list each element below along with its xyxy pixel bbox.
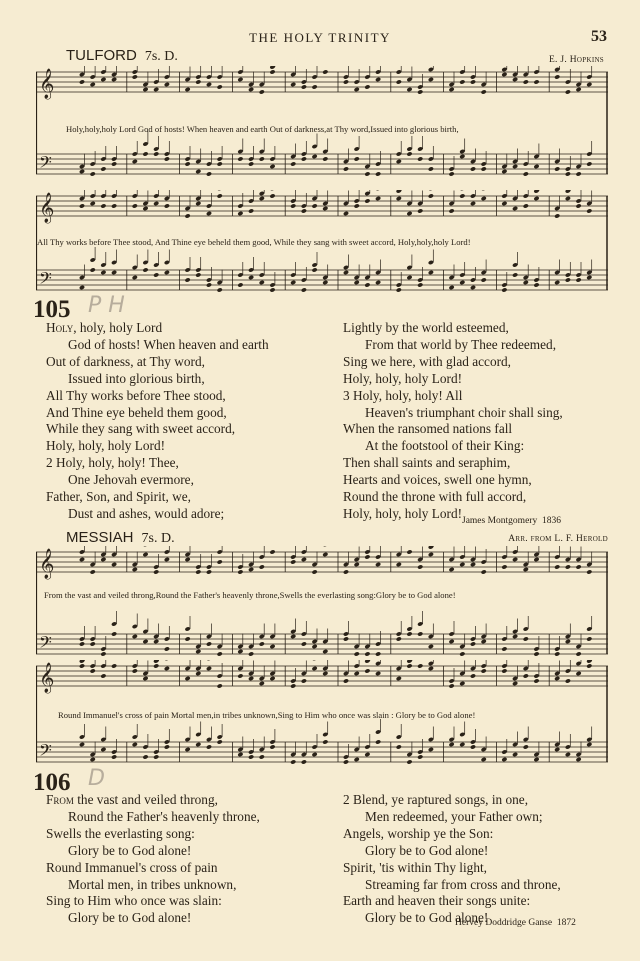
verse-line: Round Immanuel's cross of pain bbox=[46, 859, 218, 875]
verse-line: Mortal men, in tribes unknown, bbox=[68, 876, 237, 892]
music-system-tulford-2 bbox=[36, 190, 608, 304]
verse-line: When the ransomed nations fall bbox=[343, 421, 513, 437]
tune-meter: 7s. D. bbox=[144, 49, 178, 64]
verse-line: Issued into glorious birth, bbox=[68, 370, 205, 386]
hymn-number: 106 bbox=[33, 769, 71, 796]
verse-line: Swells the everlasting song: bbox=[46, 825, 195, 841]
music-system-messiah-1 bbox=[36, 546, 608, 668]
verse-line: God of hosts! When heaven and earth bbox=[68, 336, 269, 352]
verse-line: Sing we here, with glad accord, bbox=[343, 353, 512, 369]
author-name: James Montgomery bbox=[462, 516, 538, 526]
hymn-author bbox=[455, 918, 576, 928]
verse-line: Lightly by the world esteemed, bbox=[343, 320, 509, 335]
verse-line: Men redeemed, your Father own; bbox=[365, 808, 543, 824]
verse-line: Glory be to God alone! bbox=[68, 910, 192, 926]
tune-underlay: From the vast and veiled throng,Round the Father's heavenly throne,Swells the everlasting song:Glory be to God alone! bbox=[44, 590, 456, 600]
verse-line: And Thine eye beheld them good, bbox=[46, 404, 227, 420]
pencil-annotation: P H bbox=[88, 293, 125, 318]
tune-composer: E. J. Hopkins bbox=[548, 55, 604, 65]
verse-line: Dust and ashes, would adore; bbox=[68, 505, 225, 521]
tune-meter: 7s. D. bbox=[141, 531, 175, 546]
tune-underlay: All Thy works before Thee stood, And Thine eye beheld them good, While they sang with sweet accord, Holy,holy,holy Lord! bbox=[37, 237, 471, 247]
tune-title-tulford bbox=[66, 47, 178, 65]
verse-line: Holy, holy, holy Lord! bbox=[343, 370, 463, 386]
verse-line: Angels, worship ye the Son: bbox=[343, 825, 494, 841]
verse-line: Holy, holy, holy Lord! bbox=[46, 438, 166, 454]
verse-line: Father, Son, and Spirit, we, bbox=[46, 489, 191, 505]
hymn-105-column-2 bbox=[343, 320, 563, 523]
pencil-annotation: D bbox=[88, 766, 105, 791]
hymn-author bbox=[462, 516, 561, 526]
verse-line: Sing to Him who once was slain: bbox=[46, 893, 222, 909]
svg-text:𝄞: 𝄞 bbox=[39, 69, 55, 99]
tune-name: TULFORD bbox=[66, 47, 137, 64]
svg-text:𝄞: 𝄞 bbox=[39, 663, 55, 693]
verse-line: 2 Holy, holy, holy! Thee, bbox=[46, 455, 179, 471]
page-number: 53 bbox=[591, 28, 607, 45]
tune-title-messiah bbox=[66, 529, 175, 547]
verse-line: From the vast and veiled throng, bbox=[46, 792, 218, 807]
verse-line: 3 Holy, holy, holy! All bbox=[343, 387, 463, 403]
verse-line: From that world by Thee redeemed, bbox=[365, 336, 557, 352]
verse-line: At the footstool of their King: bbox=[365, 438, 525, 454]
verse-line: Round the throne with full accord, bbox=[343, 489, 527, 505]
tune-underlay: Round Immanuel's cross of pain Mortal men,in tribes unknown,Sing to Him who once was slain : Glory be to God alone! bbox=[58, 710, 476, 720]
tune-composer: Arr. from L. F. Herold bbox=[508, 534, 608, 544]
hymn-106-column-2 bbox=[343, 792, 561, 927]
verse-line: Heaven's triumphant choir shall sing, bbox=[365, 404, 563, 420]
verse-line: Hearts and voices, swell one hymn, bbox=[343, 472, 532, 488]
author-year: 1872 bbox=[556, 918, 576, 928]
hymn-106-column-1 bbox=[46, 792, 260, 927]
author-name: Hervey Doddridge Ganse bbox=[455, 918, 553, 928]
verse-line: While they sang with sweet accord, bbox=[46, 421, 236, 437]
hymn-number: 105 bbox=[33, 296, 71, 323]
verse-line: Glory be to God alone! bbox=[365, 842, 489, 858]
verse-line: Glory be to God alone! bbox=[365, 910, 489, 926]
verse-line: Streaming far from cross and throne, bbox=[365, 876, 561, 892]
svg-text:𝄢: 𝄢 bbox=[39, 632, 52, 656]
svg-text:𝄢: 𝄢 bbox=[39, 740, 52, 764]
verse-line: Then shall saints and seraphim, bbox=[343, 455, 511, 471]
author-year: 1836 bbox=[541, 516, 561, 526]
svg-text:𝄞: 𝄞 bbox=[39, 549, 55, 579]
tune-name: MESSIAH bbox=[66, 529, 134, 546]
verse-line: Round the Father's heavenly throne, bbox=[68, 808, 260, 824]
tune-underlay: Holy,holy,holy Lord God of hosts! When heaven and earth Out of darkness,at Thy word,Issued into glorious birth, bbox=[66, 124, 459, 134]
verse-line: Earth and heaven their songs unite: bbox=[343, 893, 531, 909]
verse-line: Out of darkness, at Thy word, bbox=[46, 353, 205, 369]
verse-line: One Jehovah evermore, bbox=[68, 472, 194, 488]
verse-line: 2 Blend, ye raptured songs, in one, bbox=[343, 792, 529, 807]
verse-line: Holy, holy, holy Lord! bbox=[343, 505, 463, 521]
verse-line: Spirit, 'tis within Thy light, bbox=[343, 859, 487, 875]
svg-text:𝄢: 𝄢 bbox=[39, 268, 52, 292]
verse-line: Glory be to God alone! bbox=[68, 842, 192, 858]
running-title: THE HOLY TRINITY bbox=[249, 30, 391, 45]
verse-line: All Thy works before Thee stood, bbox=[46, 387, 226, 403]
svg-text:𝄢: 𝄢 bbox=[39, 152, 52, 176]
hymn-105-column-1 bbox=[46, 320, 269, 523]
verse-line: Holy, holy, holy Lord bbox=[46, 320, 163, 335]
svg-text:𝄞: 𝄞 bbox=[39, 193, 55, 223]
